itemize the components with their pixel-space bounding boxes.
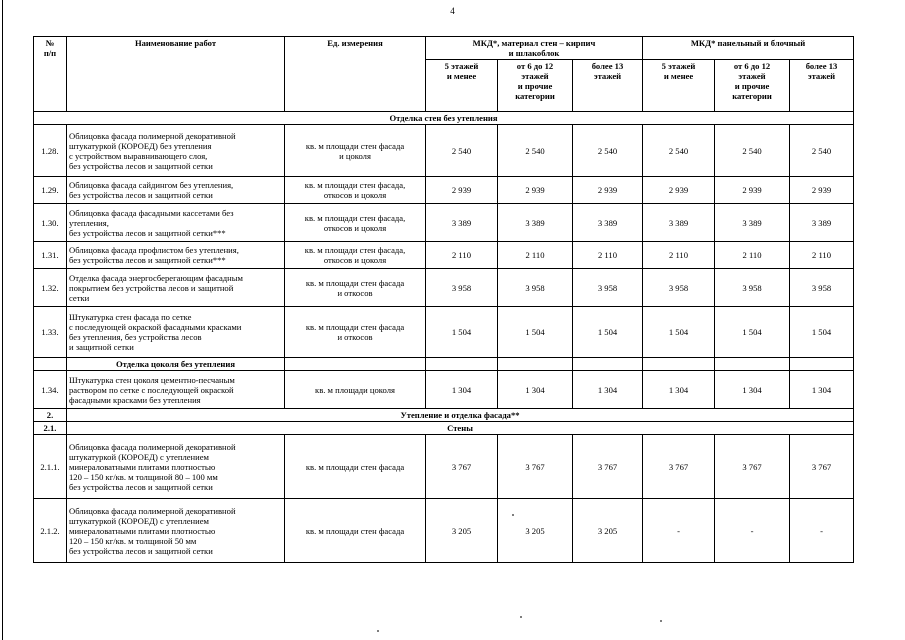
row-number: 1.29. [34,177,67,204]
header-sub: 5 этажей и менее [643,60,715,112]
price-cell: 2 110 [573,242,643,269]
section-2-row [34,409,854,422]
price-cell: 3 958 [426,269,498,307]
section-walls-no-insulation [34,112,854,125]
scan-speck [512,514,514,516]
header-sub: более 13 этажей [790,60,854,112]
price-cell: 3 767 [573,435,643,499]
header-group-panel: МКД* панельный и блочный [643,37,854,60]
price-cell: 3 958 [715,269,790,307]
section-number: 2. [34,409,67,422]
row-number: 1.31. [34,242,67,269]
section-title: Отделка стен без утепления [34,112,854,125]
unit-cell: кв. м площади цоколя [285,371,426,409]
work-name: Облицовка фасада фасадными кассетами без утепления, без устройства лесов и защитной сетки*** [67,204,285,242]
table-row [34,204,854,242]
price-cell: 2 110 [498,242,573,269]
row-number: 1.28. [34,125,67,177]
price-cell: 3 389 [426,204,498,242]
price-cell: 1 304 [426,371,498,409]
work-name: Штукатурка стен фасада по сетке с последующей окраской фасадными красками без утепления, без устройства лесов и защитной сетки [67,307,285,358]
unit-cell: кв. м площади стен фасада [285,435,426,499]
row-number: 2.1.2. [34,499,67,563]
price-cell: 2 540 [426,125,498,177]
price-cell: - [790,499,854,563]
work-name: Штукатурка стен цоколя цементно-песчаным раствором по сетке с последующей окраской фасадными красками без утепления [67,371,285,409]
section-title: Утепление и отделка фасада** [67,409,854,422]
price-cell: 2 540 [715,125,790,177]
price-cell: 3 389 [715,204,790,242]
unit-cell: кв. м площади стен фасада, откосов и цоколя [285,242,426,269]
price-cell: 2 110 [426,242,498,269]
header-sub: 5 этажей и менее [426,60,498,112]
price-cell: 1 504 [426,307,498,358]
price-cell: 3 389 [790,204,854,242]
page-number: 4 [450,6,455,16]
price-cell: 1 304 [498,371,573,409]
header-sub: от 6 до 12 этажей и прочие категории [498,60,573,112]
price-cell: 3 958 [498,269,573,307]
price-cell: 2 939 [715,177,790,204]
row-number: 1.30. [34,204,67,242]
price-cell: - [715,499,790,563]
price-cell: 3 767 [498,435,573,499]
row-number: 2.1.1. [34,435,67,499]
section-title: Стены [67,422,854,435]
price-cell: 2 939 [790,177,854,204]
table-row [34,307,854,358]
price-cell: 3 767 [643,435,715,499]
price-cell: 2 540 [573,125,643,177]
scan-speck [520,616,522,618]
table-row [34,242,854,269]
price-cell: 3 958 [573,269,643,307]
price-cell: 3 205 [498,499,573,563]
price-cell: 3 958 [643,269,715,307]
section-number: 2.1. [34,422,67,435]
header-sub: более 13 этажей [573,60,643,112]
price-cell: 3 389 [643,204,715,242]
header-name: Наименование работ [67,37,285,112]
price-cell: 1 504 [573,307,643,358]
scan-speck [660,620,662,622]
price-cell: 2 939 [573,177,643,204]
price-cell: - [643,499,715,563]
price-cell: 2 540 [498,125,573,177]
header-row-1 [34,37,854,60]
row-number: 1.33. [34,307,67,358]
price-cell: 1 504 [498,307,573,358]
header-sub: от 6 до 12 этажей и прочие категории [715,60,790,112]
header-unit: Ед. измерения [285,37,426,112]
price-cell: 3 389 [498,204,573,242]
price-cell: 2 110 [715,242,790,269]
unit-cell: кв. м площади стен фасада [285,499,426,563]
unit-cell: кв. м площади стен фасада и откосов [285,269,426,307]
price-cell: 2 939 [643,177,715,204]
price-cell: 3 389 [573,204,643,242]
price-cell: 3 767 [426,435,498,499]
table-row [34,177,854,204]
left-margin-rule [2,0,3,640]
unit-cell: кв. м площади стен фасада, откосов и цоколя [285,177,426,204]
price-cell: 1 304 [715,371,790,409]
price-cell: 3 767 [790,435,854,499]
price-cell: 2 939 [498,177,573,204]
row-number: 1.32. [34,269,67,307]
unit-cell: кв. м площади стен фасада и цоколя [285,125,426,177]
table-row [34,269,854,307]
header-num: № п/п [34,37,67,112]
work-name: Облицовка фасада полимерной декоративной штукатуркой (КОРОЕД) с утеплением минераловатными плитами плотностью 120 – 150 кг/кв. м толщиной 80 – 100 мм без устройства лесов и защитной сетки [67,435,285,499]
price-cell: 2 540 [643,125,715,177]
work-name: Облицовка фасада полимерной декоративной штукатуркой (КОРОЕД) без утепления с устройством выравнивающего слоя, без устройства лесов и защитной сетки [67,125,285,177]
price-cell: 2 110 [643,242,715,269]
unit-cell: кв. м площади стен фасада, откосов и цоколя [285,204,426,242]
scan-speck [377,630,379,632]
work-name: Облицовка фасада полимерной декоративной штукатуркой (КОРОЕД) с утеплением минераловатными плитами плотностью 120 – 150 кг/кв. м толщиной 50 мм без устройства лесов и защитной сетки [67,499,285,563]
row-number: 1.34. [34,371,67,409]
price-cell: 3 205 [426,499,498,563]
table-row [34,499,854,563]
header-group-brick: МКД*, материал стен – кирпич и шлакоблок [426,37,643,60]
unit-cell: кв. м площади стен фасада и откосов [285,307,426,358]
section-plinth-row [34,358,854,371]
price-cell: 3 205 [573,499,643,563]
price-cell: 2 540 [790,125,854,177]
price-cell: 1 504 [790,307,854,358]
price-cell: 1 304 [643,371,715,409]
table-row [34,371,854,409]
price-cell: 1 304 [790,371,854,409]
price-cell: 2 110 [790,242,854,269]
section-2-1-row [34,422,854,435]
price-cell: 1 304 [573,371,643,409]
rates-table [33,36,854,563]
price-cell: 2 939 [426,177,498,204]
table-row [34,125,854,177]
price-cell: 3 958 [790,269,854,307]
price-cell: 3 767 [715,435,790,499]
work-name: Облицовка фасада сайдингом без утепления, без устройства лесов и защитной сетки [67,177,285,204]
table-row [34,435,854,499]
work-name: Отделка фасада энергосберегающим фасадным покрытием без устройства лесов и защитной сетки [67,269,285,307]
price-cell: 1 504 [643,307,715,358]
price-cell: 1 504 [715,307,790,358]
section-title: Отделка цоколя без утепления [67,358,285,371]
work-name: Облицовка фасада профлистом без утепления, без устройства лесов и защитной сетки*** [67,242,285,269]
